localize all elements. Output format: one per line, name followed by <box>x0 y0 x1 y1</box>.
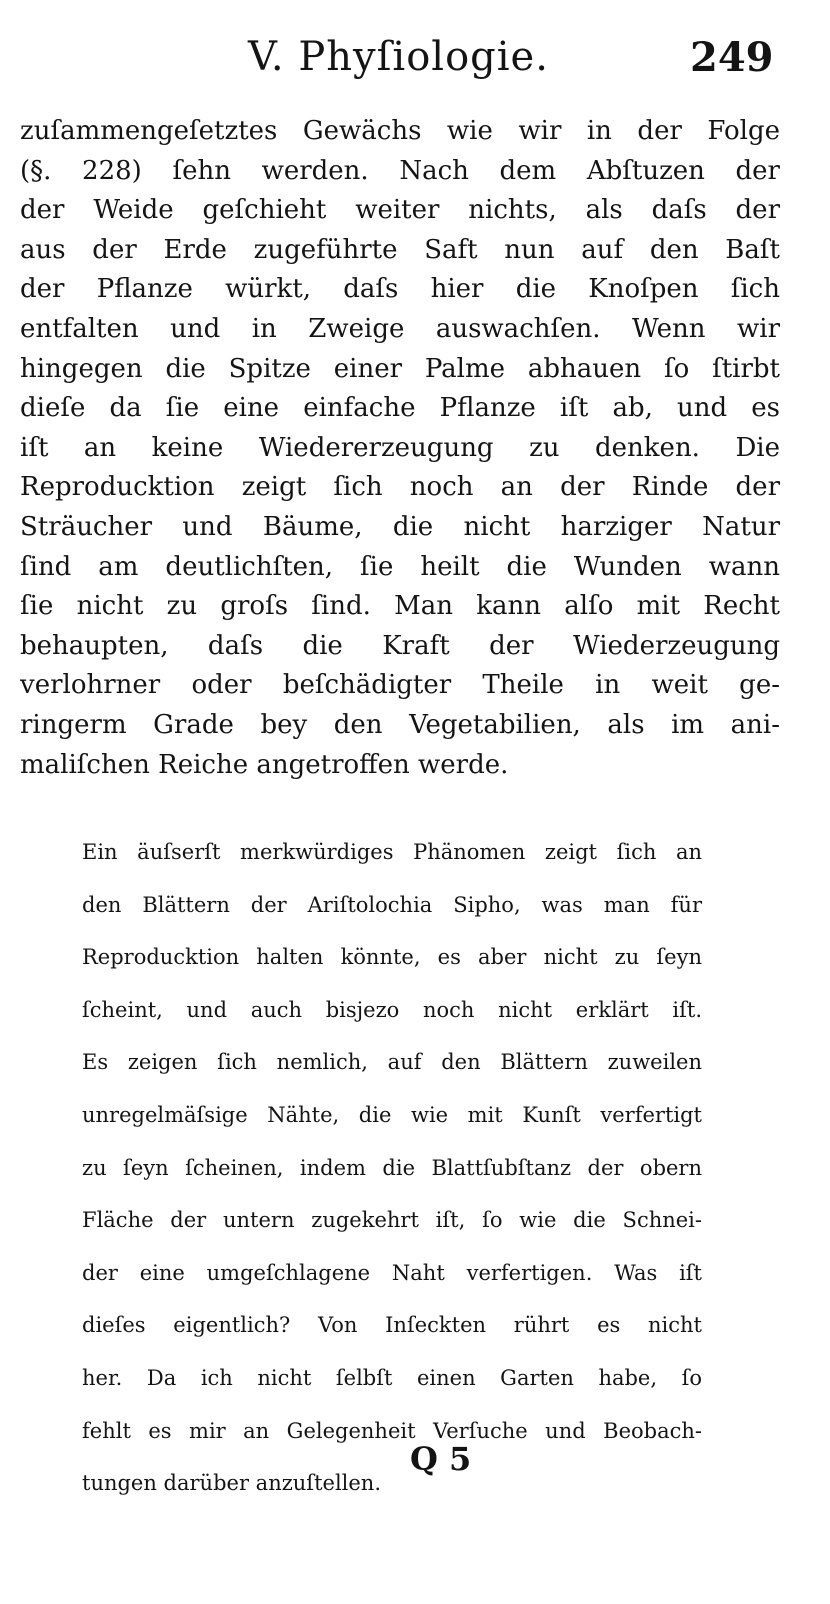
note-line: Reproducktion halten könnte, es aber nicht zu ſeyn <box>82 945 702 970</box>
note-line: ſcheint, und auch bisjezo noch nicht erklärt iſt. <box>82 997 702 1022</box>
note-line: her. Da ich nicht ſelbſt einen Garten habe, ſo <box>82 1365 702 1390</box>
text-line: maliſchen Reiche angetroffen werde. <box>20 749 509 780</box>
signature-mark: Q 5 <box>410 1440 472 1478</box>
page-number: 249 <box>690 34 774 81</box>
page-header <box>0 34 830 94</box>
text-line: verlohrner oder beſchädigter Theile in weit ge- <box>20 670 780 701</box>
text-line: ſie nicht zu groſs ſind. Man kann alſo mit Recht <box>20 591 780 622</box>
text-line: dieſe da ſie eine einfache Pflanze iſt ab, und es <box>20 393 780 424</box>
note-line: dieſes eigentlich? Von Inſeckten rührt es nicht <box>82 1313 702 1338</box>
text-line: behaupten, daſs die Kraft der Wiederzeugung <box>20 630 780 661</box>
text-line: Sträucher und Bäume, die nicht harziger Natur <box>20 511 780 542</box>
text-line: zuſammengeſetztes Gewächs wie wir in der Folge <box>20 116 780 146</box>
text-line: hingegen die Spitze einer Palme abhauen ſo ſtirbt <box>20 353 780 384</box>
text-line: iſt an keine Wiedererzeugung zu denken. Die <box>20 432 780 463</box>
text-line: aus der Erde zugeführte Saft nun auf den Baſt <box>20 234 780 265</box>
running-title: V. Phyſiologie. <box>248 34 549 80</box>
text-line: der Weide geſchieht weiter nichts, als daſs der <box>20 195 780 226</box>
text-line: Reproducktion zeigt ſich noch an der Rinde der <box>20 472 780 503</box>
text-line: (§. 228) ſehn werden. Nach dem Abſtuzen der <box>20 155 780 186</box>
text-line: ringerm Grade bey den Vegetabilien, als im ani- <box>20 709 780 740</box>
note-line: fehlt es mir an Gelegenheit Verſuche und Beobach- <box>82 1418 702 1443</box>
text-line: ſind am deutlichſten, ſie heilt die Wunden wann <box>20 551 780 582</box>
note-line: tungen darüber anzuſtellen. <box>82 1471 382 1496</box>
note-line: Fläche der untern zugekehrt iſt, ſo wie die Schnei- <box>82 1208 702 1233</box>
text-line: der Pflanze würkt, daſs hier die Knoſpen ſich <box>20 274 780 305</box>
text-line: entfalten und in Zweige auswachſen. Wenn wir <box>20 313 780 344</box>
footnote-block <box>82 826 702 1510</box>
note-line: zu ſeyn ſcheinen, indem die Blattſubſtanz der obern <box>82 1155 702 1180</box>
note-line: Ein äuſserſt merkwürdiges Phänomen zeigt ſich an <box>82 840 702 864</box>
note-line: der eine umgeſchlagene Naht verfertigen. Was iſt <box>82 1260 702 1285</box>
note-line: Es zeigen ſich nemlich, auf den Blättern zuweilen <box>82 1050 702 1075</box>
note-line: den Blättern der Ariſtolochia Sipho, was man für <box>82 892 702 917</box>
note-line: unregelmäſsige Nähte, die wie mit Kunſt verfertigt <box>82 1102 702 1127</box>
main-text-block <box>20 112 780 785</box>
